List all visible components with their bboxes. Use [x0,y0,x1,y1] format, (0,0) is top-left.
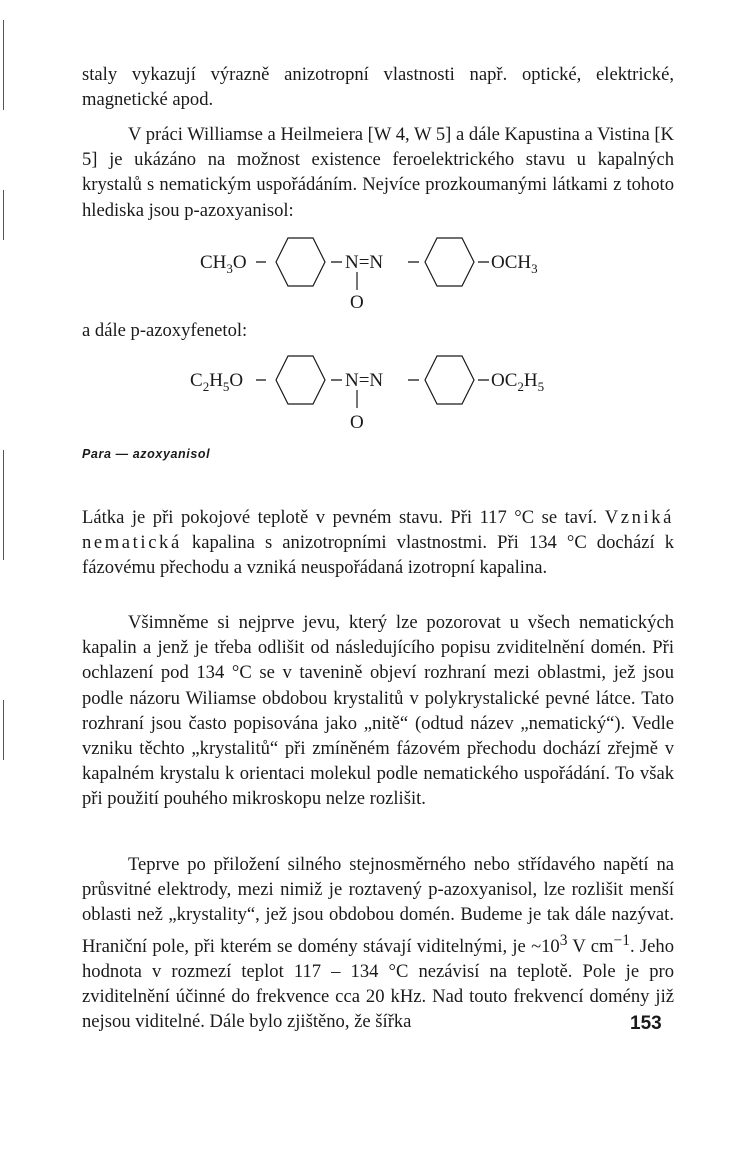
formula-2-left-group: $C_2H_5O$ [190,370,244,394]
paragraph-5: Všimněme si nejprve jevu, který lze pozorovat u všech nematických kapalin a jenž je třeba odlišit od následujícího popisu zviditelnění domén. Při ochlazení pod 134 °C se v tavenině objeví rozhraní mezi oblastmi, jež jsou podle názoru Wiliamse obdobou krystalitů v polykrystalické pevné látce. Tato rozhraní jsou často popisována jako „nitě“ (odtud název „nematický“). Vedle vzniku těchto „krystalitů“ při zmíněném fázovém přechodu dochází zřejmě v kapalném krystalu k orientaci molekul podle nematického uspořádání. To však při použití pouhého mikroskopu nelze rozlišit. [82,612,674,810]
paragraph-4-start: Látka je při pokojové teplotě v pevném stavu. Při 117 °C se taví. [82,507,598,528]
formula-2-azo-group: N=N [345,370,384,391]
paragraph-4-rest: kapalina s anizotropními vlastnostmi. Při 134 °C dochází k fázovému přechodu a vzniká neuspořádaná izotropní kapalina. [82,532,674,579]
page-edge-line [3,450,4,560]
paragraph-4 [82,505,674,581]
page-edge-line [3,700,4,760]
formula-2-right-group: $OC_2H_5$ [491,370,545,394]
paragraph-6-part1: Teprve po přiložení silného stejnosměrného nebo střídavého napětí na průsvitné elektrody, mezi nimiž je roztavený p-azoxyanisol, lze rozlišit menší oblasti než „krystality“, jež jsou obdobou domén. Budeme je tak dále nazývat. Hraniční pole, při kterém se domény stávají viditelnými, je ~10 [82,854,674,957]
formula-1-left-group: $CH_3O$ [200,252,247,276]
formula-1-right-group: $OCH_3$ [491,252,538,276]
benzene-ring [276,356,325,404]
benzene-ring [276,238,325,286]
figure-caption: Para — azoxyanisol [82,447,211,461]
formula-p-azoxyanisol [0,0,753,440]
paragraph-6-unit-exponent: −1 [613,931,630,949]
paragraph-6 [82,852,674,1035]
page-number: 153 [630,1013,662,1034]
paragraph-6-unit: V cm [572,935,614,957]
paragraph-3: a dále p-azoxyfenetol: [82,320,248,341]
formula-1-oxygen: O [350,292,364,313]
formula-1-azo-group: N=N [345,252,384,273]
paragraph-4-spaced: Vzniká nematická [82,507,674,554]
paragraph-2: V práci Williamse a Heilmeiera [W 4, W 5] a dále Kapustina a Vistina [K 5] je ukázáno na možnost existence feroelektrického stavu u kapalných krystalů s nematickým uspořádáním. Nejvíce prozkoumanými látkami z tohoto hlediska jsou p-azoxyanisol: [82,124,674,221]
paragraph-6-exponent: 3 [559,931,568,949]
benzene-ring [425,356,474,404]
formula-2-oxygen: O [350,412,364,433]
paragraph-1: staly vykazují výrazně anizotropní vlastnosti např. optické, elektrické, magnetické apod. [82,64,674,111]
paragraph-6-part2: . Jeho hodnota v rozmezí teplot 117 – 134 °C nezávisí na teplotě. Pole je pro zviditelnění účinné do frekvence cca 20 kHz. Nad touto frekvencí domény již nejsou viditelné. Dále bylo zjištěno, že šířka [82,935,674,1033]
benzene-ring [425,238,474,286]
